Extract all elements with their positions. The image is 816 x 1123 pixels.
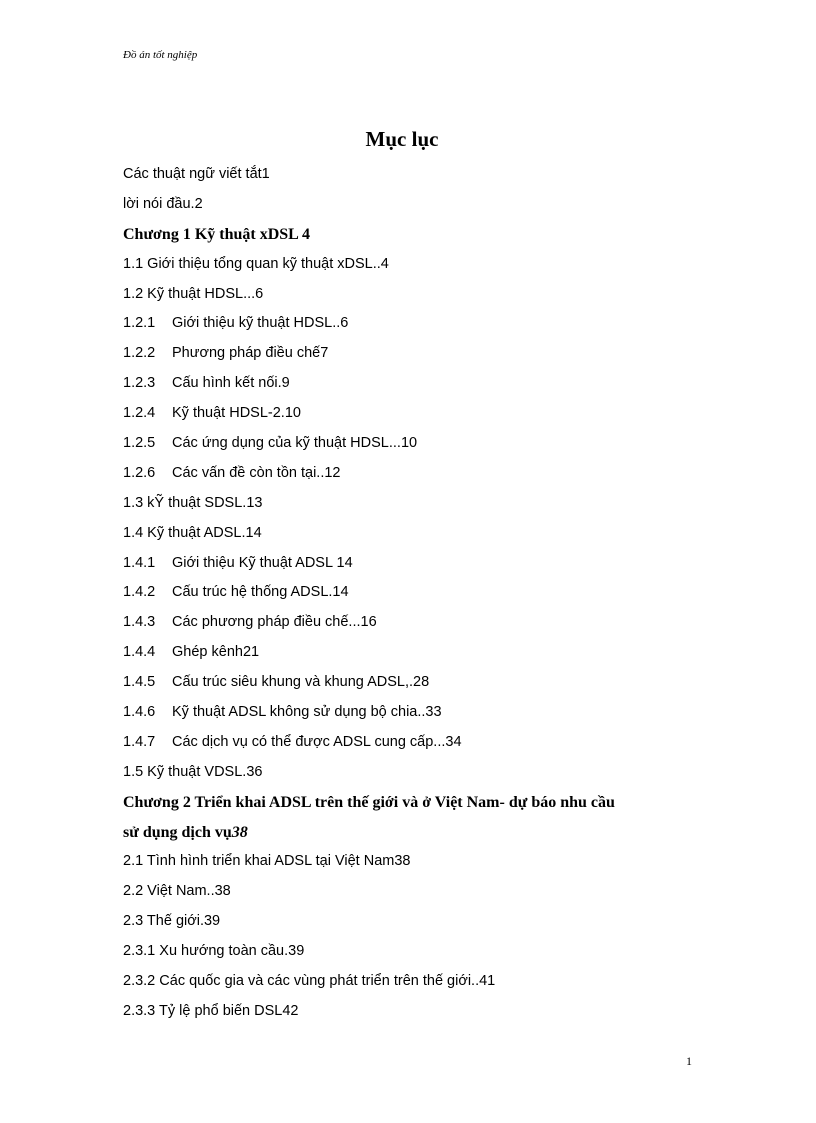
toc-entry-number: 1.4.1 [123, 554, 156, 571]
toc-entry-text: Chương 1 Kỹ thuật xDSL 4 [123, 225, 310, 243]
toc-entry-number: 1.4.7 [123, 733, 156, 750]
toc-entry [123, 160, 723, 190]
toc-entry [123, 489, 723, 519]
toc-subentry [123, 429, 723, 459]
toc-entry-text: Các vấn đề còn tồn tại..12 [172, 464, 341, 481]
toc-entry [123, 280, 723, 310]
toc-subentry [123, 399, 723, 429]
toc-entry-text: Kỹ thuật ADSL không sử dụng bộ chia..33 [172, 704, 442, 721]
toc-subentry [123, 698, 723, 728]
toc-entry-number: 1.2.2 [123, 345, 156, 362]
toc-entry [123, 190, 723, 220]
toc-entry-number: 1.2.5 [123, 435, 156, 452]
toc-entry-text: 1.3 kỸ thuật SDSL.13 [123, 494, 263, 511]
toc-entry-text: Kỹ thuật HDSL-2.10 [172, 405, 301, 422]
toc-subentry [123, 668, 723, 698]
toc-entry-text: 2.3.2 Các quốc gia và các vùng phát triển trên thế giới..41 [123, 973, 496, 990]
toc-entry-text: 1.4 Kỹ thuật ADSL.14 [123, 524, 262, 541]
toc-entry-number: 1.4.3 [123, 614, 156, 631]
toc-entry-number: 1.2.1 [123, 315, 156, 332]
toc-entry [123, 967, 723, 997]
table-of-contents [123, 160, 723, 1027]
toc-subentry [123, 578, 723, 608]
toc-entry-text: 2.3.1 Xu hướng toàn cầu.39 [123, 943, 305, 960]
toc-subentry [123, 728, 723, 758]
toc-entry [123, 519, 723, 549]
toc-entry-text: 2.3 Thế giới.39 [123, 913, 221, 930]
toc-entry-text: Cấu trúc siêu khung và khung ADSL,.28 [172, 674, 430, 691]
toc-entry [123, 758, 723, 788]
toc-entry-text: 2.2 Việt Nam..38 [123, 883, 231, 900]
toc-entry-text: 1.1 Giới thiệu tổng quan kỹ thuật xDSL..4 [123, 255, 389, 272]
page-title: Mục lục [365, 127, 439, 151]
toc-entry-number: 1.2.6 [123, 464, 156, 481]
toc-entry-text: Cấu hình kết nối.9 [172, 375, 290, 392]
toc-entry-number: 1.4.6 [123, 704, 156, 721]
toc-subentry [123, 549, 723, 579]
toc-entry-text: Các ứng dụng của kỹ thuật HDSL...10 [172, 435, 418, 452]
toc-entry-text: Ghép kênh21 [172, 644, 260, 661]
toc-entry-text: 1.5 Kỹ thuật VDSL.36 [123, 763, 263, 780]
toc-entry-page: 38 [231, 823, 248, 841]
toc-chapter-heading [123, 220, 723, 250]
toc-subentry [123, 309, 723, 339]
toc-entry-text: 1.2 Kỹ thuật HDSL...6 [123, 285, 264, 302]
running-header: Đồ án tốt nghiệp [123, 49, 198, 61]
toc-entry-text: 2.1 Tình hình triển khai ADSL tại Việt Nam38 [123, 853, 411, 870]
toc-entry-number: 1.4.5 [123, 674, 156, 691]
toc-entry [123, 997, 723, 1027]
toc-entry-text: lời nói đầu.2 [123, 195, 203, 212]
toc-subentry [123, 339, 723, 369]
toc-entry-text: Giới thiệu Kỹ thuật ADSL 14 [172, 554, 353, 571]
toc-entry-text: sử dụng dịch vụ [123, 823, 232, 841]
toc-entry [123, 877, 723, 907]
toc-subentry [123, 638, 723, 668]
toc-entry-text: Chương 2 Triển khai ADSL trên thế giới và ở Việt Nam- dự báo nhu cầu [123, 793, 615, 811]
toc-entry-text: Các thuật ngữ viết tắt1 [123, 166, 270, 182]
toc-entry-text: Phương pháp điều chế7 [172, 345, 329, 362]
toc-entry-number: 1.2.4 [123, 405, 156, 422]
toc-subentry [123, 369, 723, 399]
toc-entry [123, 907, 723, 937]
toc-entry-number: 1.4.4 [123, 644, 156, 661]
toc-subentry [123, 459, 723, 489]
toc-entry-number: 1.2.3 [123, 375, 156, 392]
toc-entry [123, 250, 723, 280]
toc-chapter-heading [123, 788, 723, 818]
toc-entry-text: 2.3.3 Tỷ lệ phổ biến DSL42 [123, 1002, 299, 1019]
page-number: 1 [686, 1054, 692, 1068]
toc-entry-text: Các phương pháp điều chế...16 [172, 614, 377, 631]
toc-entry-text: Giới thiệu kỹ thuật HDSL..6 [172, 315, 349, 332]
toc-subentry [123, 608, 723, 638]
toc-entry-text: Cấu trúc hệ thống ADSL.14 [172, 584, 349, 601]
toc-chapter-heading-continued [123, 818, 723, 848]
toc-entry [123, 937, 723, 967]
toc-entry [123, 847, 723, 877]
toc-entry-number: 1.4.2 [123, 584, 156, 601]
toc-entry-text: Các dịch vụ có thể được ADSL cung cấp...34 [172, 733, 462, 750]
